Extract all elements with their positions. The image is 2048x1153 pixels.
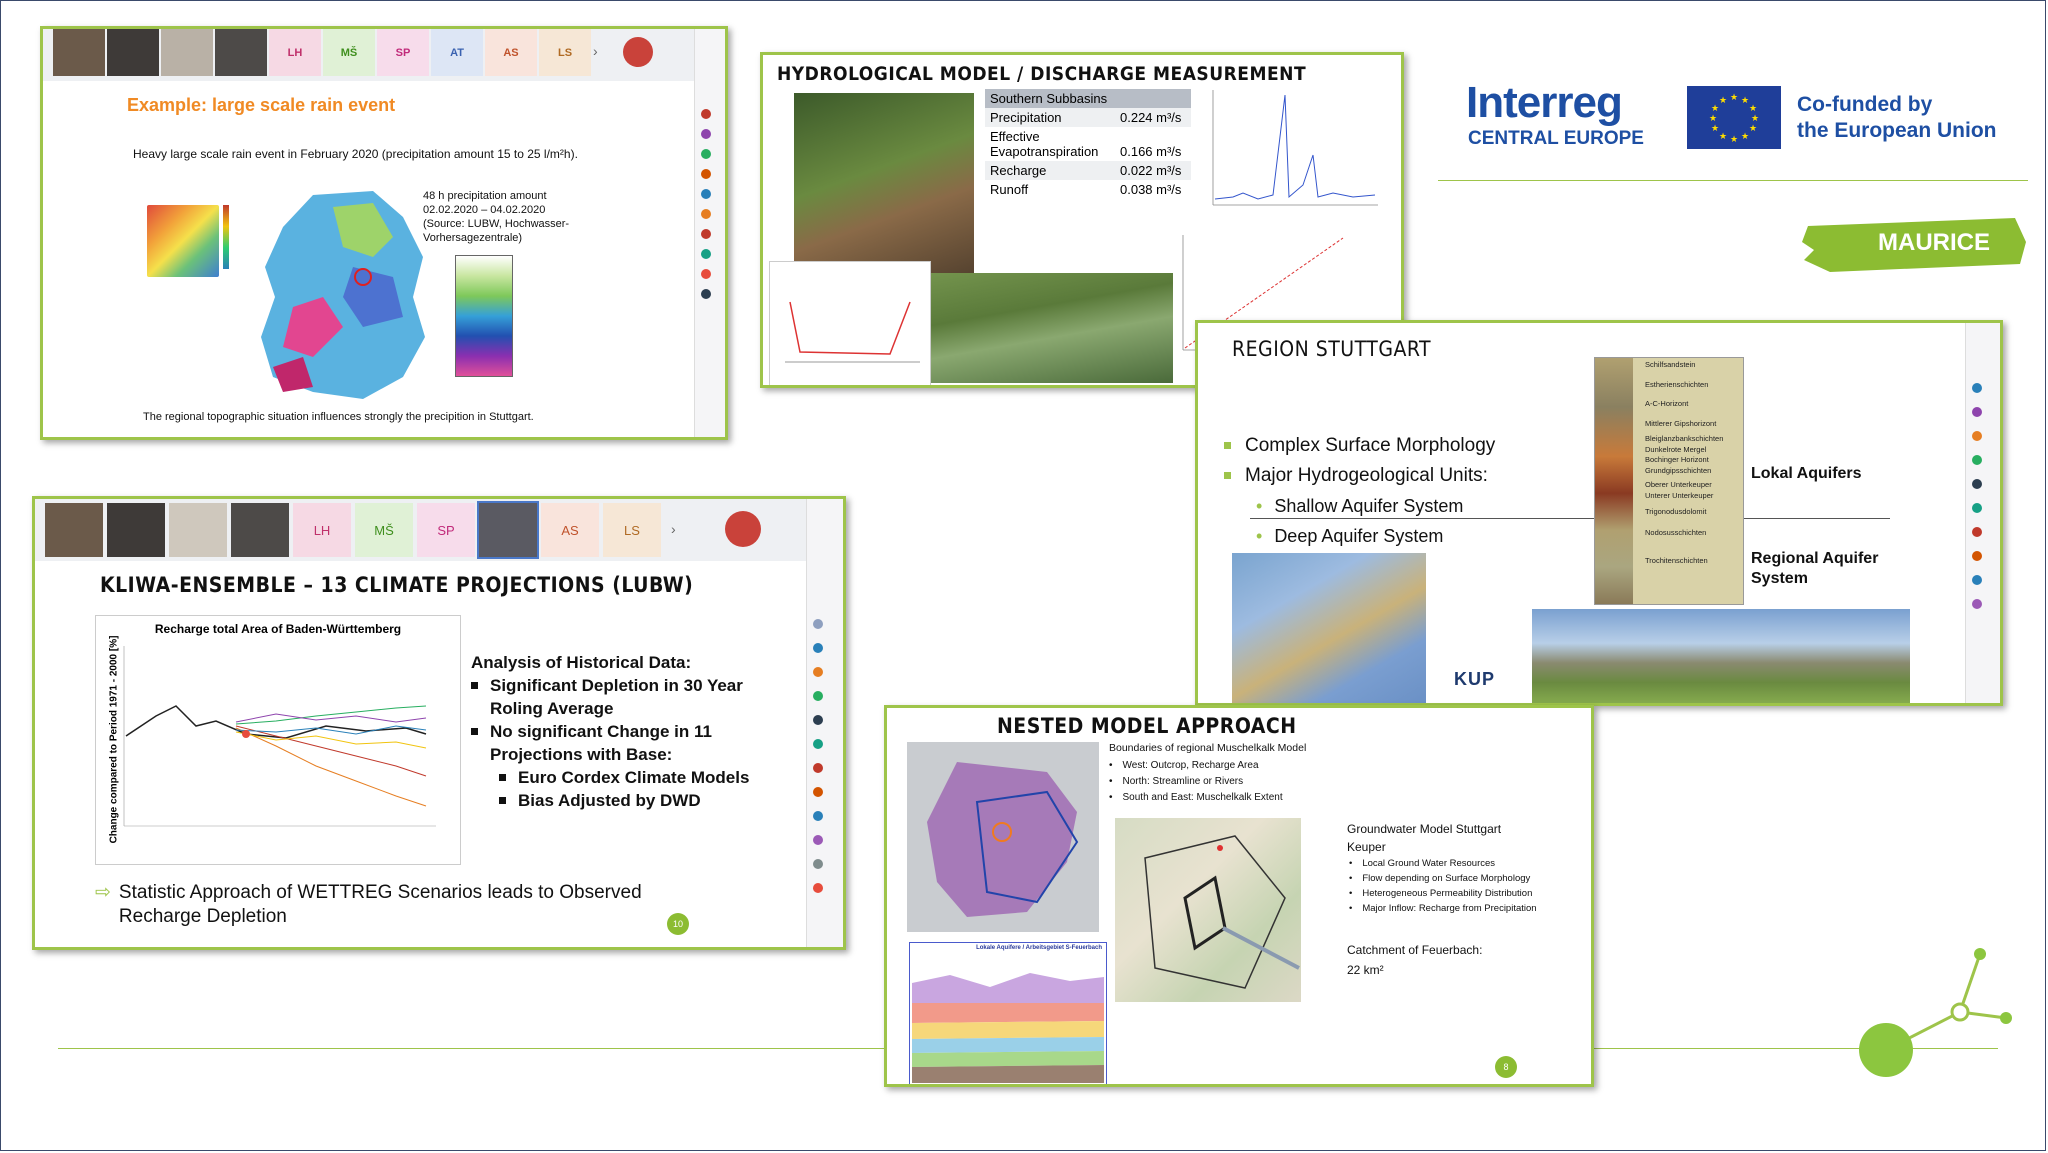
participant-dot[interactable] — [1972, 383, 1982, 393]
conclusion — [95, 881, 715, 929]
catchment-text — [1347, 940, 1482, 980]
svg-text:★: ★ — [1729, 93, 1739, 103]
row-value: 0.038 m³/s — [1120, 182, 1182, 197]
table-row — [985, 180, 1191, 199]
bullet-text: Shallow Aquifer System — [1274, 496, 1464, 516]
list-item-text: Flow depending on Surface Morphology — [1362, 873, 1531, 884]
column-bar — [1595, 358, 1633, 604]
list-item — [1109, 790, 1283, 806]
participant-dot[interactable] — [813, 859, 823, 869]
caption-line1: 48 h precipitation amount — [423, 190, 547, 202]
y-axis-label: Change compared to Period 1971 - 2000 [%] — [108, 635, 120, 844]
row-value: 0.166 m³/s — [1120, 144, 1182, 159]
video-tile-1[interactable] — [53, 29, 105, 76]
bullet-item — [1224, 431, 1495, 461]
svg-text:★: ★ — [1748, 124, 1758, 134]
participant-dot[interactable] — [701, 209, 711, 219]
list-item-text: North: Streamline or Rivers — [1122, 776, 1244, 787]
slide-region-stuttgart[interactable] — [1195, 320, 2003, 706]
interreg-wordmark: Interreg — [1466, 78, 1622, 127]
bullet-icon: • — [1349, 903, 1353, 914]
sub-bullet-item — [471, 766, 761, 789]
chart-title: Recharge total Area of Baden-Württemberg — [154, 622, 402, 636]
slide-rain-event[interactable] — [40, 26, 728, 440]
bullet-text: Bias Adjusted by DWD — [518, 791, 701, 810]
video-strip — [35, 499, 809, 561]
cross-section-title: Lokale Aquifere / Arbeitsgebiet S-Feuerbach — [976, 945, 1102, 951]
participant-dot[interactable] — [701, 189, 711, 199]
stratum-label: Bochinger Horizont — [1645, 455, 1709, 464]
participant-dot[interactable] — [813, 787, 823, 797]
video-tile-active[interactable] — [479, 503, 537, 557]
slide-kliwa-ensemble[interactable] — [32, 496, 846, 950]
avatar-lh[interactable]: LH — [269, 29, 321, 76]
catchment-line2: 22 km² — [1347, 963, 1384, 977]
aquifer-divider — [1250, 518, 1890, 519]
avatar-ms[interactable]: MŠ — [355, 503, 413, 557]
chevron-right-icon[interactable]: › — [671, 521, 676, 537]
list-item-text: Major Inflow: Recharge from Precipitation — [1362, 903, 1537, 914]
participant-dot[interactable] — [1972, 455, 1982, 465]
row-label: Recharge — [985, 161, 1115, 180]
participant-dot[interactable] — [701, 109, 711, 119]
table-header: Southern Subbasins — [985, 89, 1191, 108]
list-item-text: West: Outcrop, Recharge Area — [1122, 760, 1259, 771]
intro-text: Heavy large scale rain event in February 2020 (precipitation amount 15 to 25 l/m²h). — [133, 147, 578, 161]
chevron-right-icon[interactable]: › — [593, 43, 598, 59]
list-item-text: South and East: Muschelkalk Extent — [1122, 792, 1283, 803]
avatar-ms[interactable]: MŠ — [323, 29, 375, 76]
svg-text:★: ★ — [1740, 132, 1750, 142]
analysis-text — [471, 651, 761, 812]
bullet-icon — [1224, 472, 1231, 479]
list-item — [1349, 856, 1537, 871]
boundaries-list — [1109, 758, 1283, 806]
avatar-as[interactable]: AS — [541, 503, 599, 557]
svg-text:★: ★ — [1740, 96, 1750, 106]
stratum-label: Mittlerer Gipshorizont — [1645, 418, 1717, 428]
video-tile-3[interactable] — [161, 29, 213, 76]
participant-dot[interactable] — [1972, 551, 1982, 561]
cofunded-line2: the European Union — [1797, 119, 1997, 142]
sub-bullet-item — [1224, 521, 1495, 551]
participant-dot[interactable] — [813, 691, 823, 701]
bullet-text: Major Hydrogeological Units: — [1245, 465, 1488, 486]
participant-dot[interactable] — [1972, 527, 1982, 537]
video-tile-1[interactable] — [45, 503, 103, 557]
self-avatar[interactable] — [725, 511, 761, 547]
table-row — [985, 161, 1191, 180]
participant-dot[interactable] — [1972, 503, 1982, 513]
label-lokal-aquifers: Lokal Aquifers — [1751, 465, 1862, 482]
stuttgart-map — [1232, 553, 1426, 705]
svg-text:★: ★ — [1718, 132, 1728, 142]
stratum-label: Estherienschichten — [1645, 379, 1709, 389]
molecule-decoration — [1850, 940, 2020, 1080]
participant-dot[interactable] — [813, 739, 823, 749]
list-item — [1109, 758, 1283, 774]
eu-flag-icon — [1687, 86, 1781, 149]
precipitation-map — [253, 187, 433, 407]
slide-title: Example: large scale rain event — [127, 95, 396, 115]
label-regional-aquifer: Regional Aquifer System — [1751, 550, 1879, 587]
video-tile-3[interactable] — [169, 503, 227, 557]
bullet-icon: • — [1349, 888, 1353, 899]
svg-text:★: ★ — [1748, 104, 1758, 114]
discharge-timeseries — [1203, 85, 1383, 215]
bullet-icon: • — [1109, 760, 1113, 771]
ensemble-lines — [96, 616, 460, 864]
bullet-text: Significant Depletion in 30 Year Roling Average — [490, 676, 743, 718]
cross-section-chart — [769, 261, 931, 387]
row-value: 0.022 m³/s — [1115, 161, 1191, 180]
arrow-right-icon: ⇨ — [95, 882, 111, 903]
stratum-label: Grundgipsschichten — [1645, 465, 1712, 475]
video-strip — [43, 29, 699, 81]
avatar-as[interactable]: AS — [485, 29, 537, 76]
stratum-label: Bleiglanzbankschichten — [1645, 434, 1724, 443]
footer-text: The regional topographic situation influences strongly the precipition in Stuttgart. — [143, 411, 534, 423]
participant-dot[interactable] — [701, 129, 711, 139]
gw-model-heading — [1347, 820, 1501, 856]
participant-dot[interactable] — [813, 667, 823, 677]
svg-text:★: ★ — [1710, 104, 1720, 114]
avatar-ls[interactable]: LS — [539, 29, 591, 76]
slide-title: KLIWA-ENSEMBLE – 13 CLIMATE PROJECTIONS (LUBW) — [100, 573, 694, 597]
stratum-label: Trochitenschichten — [1645, 556, 1708, 565]
participant-dot[interactable] — [813, 811, 823, 821]
conclusion-text: Statistic Approach of WETTREG Scenarios leads to Observed Recharge Depletion — [118, 882, 642, 927]
subbasin-table — [985, 89, 1191, 199]
regional-map — [907, 742, 1099, 932]
participant-dot[interactable] — [701, 289, 711, 299]
video-tile-4[interactable] — [231, 503, 289, 557]
participant-dot[interactable] — [701, 249, 711, 259]
bullet-list — [1224, 431, 1495, 551]
participant-dot[interactable] — [1972, 479, 1982, 489]
participant-dot[interactable] — [813, 643, 823, 653]
bullet-icon — [471, 728, 478, 735]
participant-dot[interactable] — [1972, 431, 1982, 441]
slide-title: HYDROLOGICAL MODEL / DISCHARGE MEASUREMENT — [777, 63, 1307, 85]
bullet-icon — [499, 797, 506, 804]
list-item — [1349, 901, 1537, 916]
table-row — [985, 127, 1191, 161]
caption-line2: 02.02.2020 – 04.02.2020 — [423, 204, 546, 216]
cross-section — [909, 942, 1107, 1086]
bullet-item — [471, 674, 761, 720]
participant-dot[interactable] — [1972, 599, 1982, 609]
video-tile-2[interactable] — [107, 29, 159, 76]
sub-bullet-icon: • — [1256, 496, 1263, 516]
list-item — [1109, 774, 1283, 790]
participants-panel[interactable] — [694, 29, 725, 437]
stratigraphic-column — [1594, 357, 1744, 605]
bullet-icon — [1224, 442, 1231, 449]
participant-dot[interactable] — [813, 619, 823, 629]
self-avatar[interactable] — [623, 37, 653, 67]
participant-dot[interactable] — [1972, 575, 1982, 585]
panorama-photo — [1532, 609, 1910, 706]
sub-bullet-icon: • — [1256, 526, 1263, 546]
overview-legend — [223, 205, 229, 269]
table-header-row — [985, 89, 1191, 108]
svg-text:★: ★ — [1729, 135, 1739, 145]
list-item — [1349, 871, 1537, 886]
row-label: Runoff — [990, 182, 1029, 197]
participant-dot[interactable] — [701, 169, 711, 179]
bullet-icon — [499, 774, 506, 781]
kup-logo: KUP — [1454, 669, 1496, 689]
list-item-text: Heterogeneous Permeability Distribution — [1362, 888, 1533, 899]
table-row — [985, 108, 1191, 127]
participant-dot[interactable] — [701, 269, 711, 279]
stratum-label: Schilfsandstein — [1645, 360, 1696, 369]
bullet-text: No significant Change in 11 Projections with Base: — [490, 722, 712, 764]
video-tile-2[interactable] — [107, 503, 165, 557]
bullet-item — [1224, 461, 1495, 491]
svg-text:★: ★ — [1710, 124, 1720, 134]
gw-heading-line2: Keuper — [1347, 840, 1386, 854]
precipitation-legend — [455, 255, 513, 377]
stratum-label: Trigonodusdolomit — [1645, 507, 1707, 516]
participants-panel[interactable] — [1965, 323, 2000, 703]
bullet-icon: • — [1109, 792, 1113, 803]
svg-text:★: ★ — [1750, 114, 1760, 124]
caption-line3: (Source: LUBW, Hochwasser- — [423, 218, 570, 230]
bullet-text: Euro Cordex Climate Models — [518, 768, 750, 787]
recharge-chart — [95, 615, 461, 865]
stratum-label: Oberer Unterkeuper — [1645, 480, 1712, 489]
svg-text:★: ★ — [1708, 114, 1718, 124]
cofunded-line1: Co-funded by — [1797, 93, 1933, 116]
stratum-label: A-C-Horizont — [1645, 399, 1689, 408]
map-caption — [423, 189, 569, 245]
gw-heading-line1: Groundwater Model Stuttgart — [1347, 822, 1502, 836]
avatar-sp[interactable]: SP — [417, 503, 475, 557]
stratum-label: Nodosusschichten — [1645, 527, 1707, 537]
list-item — [1349, 886, 1537, 901]
participants-panel[interactable] — [806, 499, 843, 947]
bullet-icon: • — [1349, 858, 1353, 869]
video-tile-4[interactable] — [215, 29, 267, 76]
sub-bullet-item — [471, 789, 761, 812]
strata-labels — [1645, 360, 1723, 567]
page-number: 10 — [667, 913, 689, 935]
avatar-sp[interactable]: SP — [377, 29, 429, 76]
bullet-text: Deep Aquifer System — [1274, 526, 1444, 546]
local-model-map — [1115, 818, 1301, 1002]
participant-dot[interactable] — [701, 229, 711, 239]
gw-items — [1349, 856, 1537, 916]
interreg-logo — [1466, 80, 1666, 150]
stratum-label: Dunkelrote Mergel — [1645, 444, 1707, 454]
participant-dot[interactable] — [1972, 407, 1982, 417]
stratum-label: Unterer Unterkeuper — [1645, 490, 1714, 500]
slide-title: REGION STUTTGART — [1232, 337, 1432, 361]
bullet-icon — [471, 682, 478, 689]
bullet-icon: • — [1349, 873, 1353, 884]
caption-line4: Vorhersagezentrale) — [423, 232, 523, 244]
cofunded-text — [1797, 92, 1997, 144]
sub-bullet-item — [1224, 491, 1495, 521]
row-label: Precipitation — [985, 108, 1115, 127]
participant-dot[interactable] — [813, 883, 823, 893]
bullet-icon: • — [1109, 776, 1113, 787]
participant-dot[interactable] — [813, 835, 823, 845]
maurice-brush-badge — [1800, 212, 2028, 274]
page-number: 8 — [1495, 1056, 1517, 1078]
svg-text:★: ★ — [1718, 96, 1728, 106]
bullet-item — [471, 720, 761, 766]
analysis-heading: Analysis of Historical Data: — [471, 653, 692, 672]
slide-nested-model[interactable] — [884, 705, 1594, 1087]
boundaries-heading: Boundaries of regional Muschelkalk Model — [1109, 742, 1307, 754]
participant-dot[interactable] — [813, 715, 823, 725]
central-europe-wordmark: CENTRAL EUROPE — [1468, 128, 1644, 149]
catchment-line1: Catchment of Feuerbach: — [1347, 943, 1483, 957]
maurice-label: MAURICE — [1878, 229, 1990, 256]
participant-dot[interactable] — [813, 763, 823, 773]
list-item-text: Local Ground Water Resources — [1362, 858, 1496, 869]
avatar-ls[interactable]: LS — [603, 503, 661, 557]
avatar-at[interactable]: AT — [431, 29, 483, 76]
row-label: Effective Evapotranspiration — [990, 129, 1099, 159]
participant-dot[interactable] — [701, 149, 711, 159]
bullet-text: Complex Surface Morphology — [1245, 435, 1496, 456]
avatar-lh[interactable]: LH — [293, 503, 351, 557]
overview-map — [147, 205, 219, 277]
slide-title: NESTED MODEL APPROACH — [997, 714, 1297, 738]
brand-divider — [1438, 180, 2028, 181]
row-value: 0.224 m³/s — [1115, 108, 1191, 127]
